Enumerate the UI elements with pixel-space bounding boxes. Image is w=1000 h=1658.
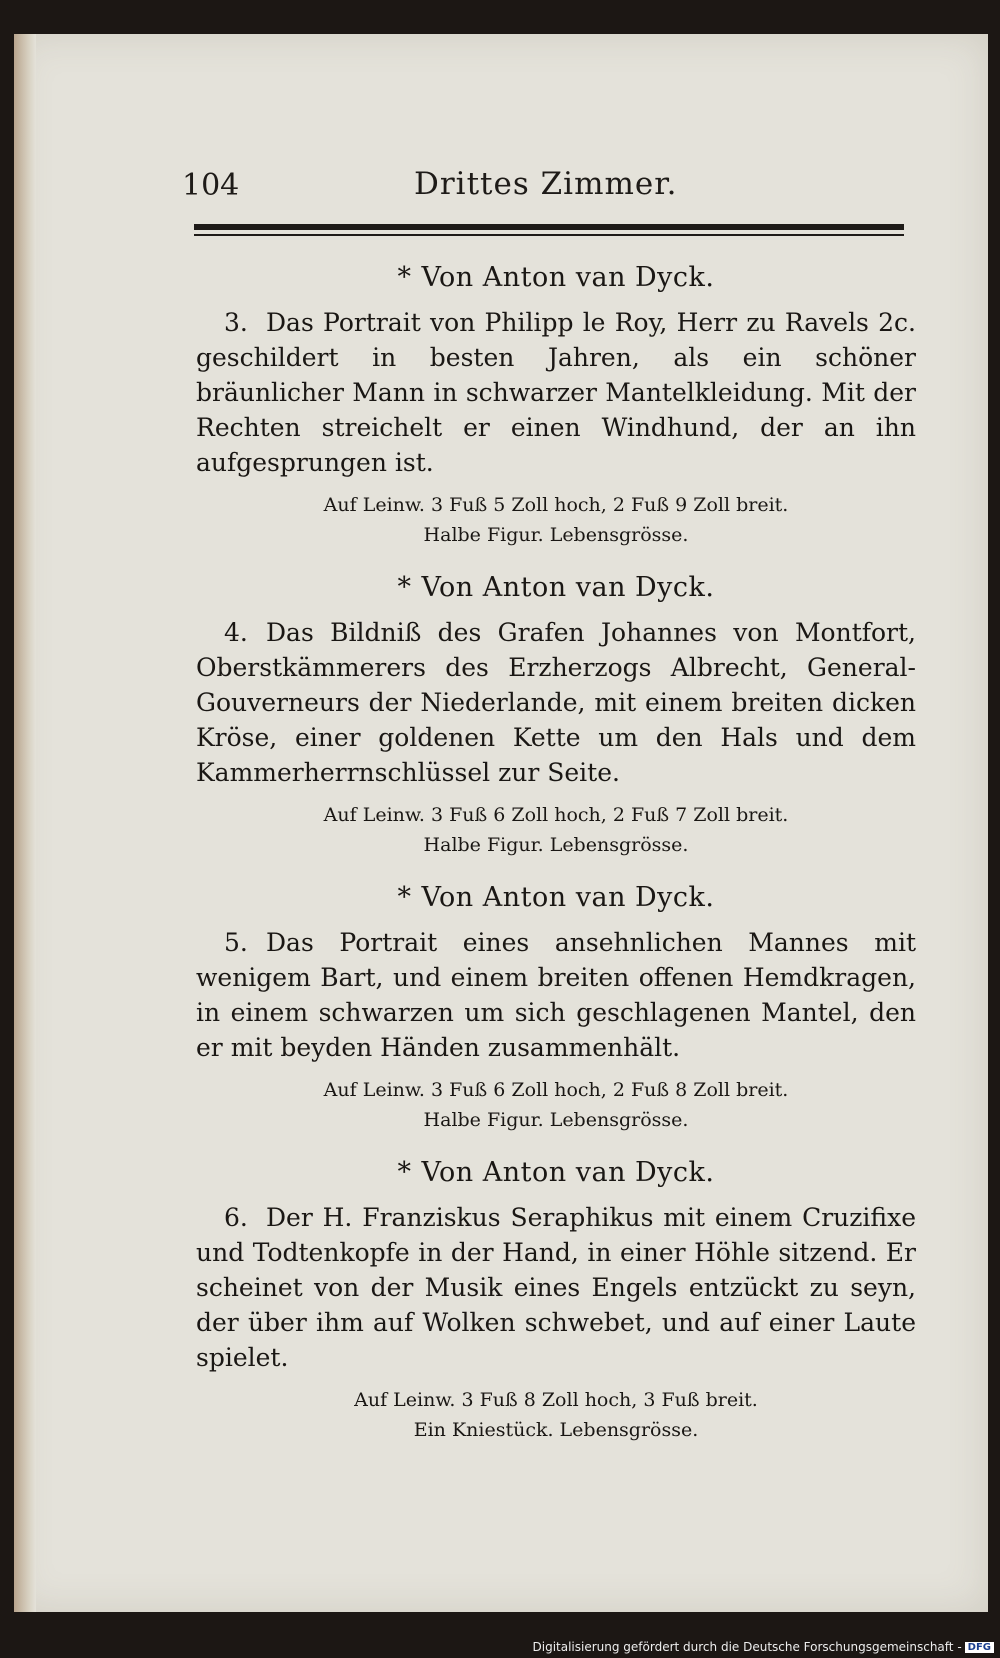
- book-page: [14, 34, 988, 1612]
- digitization-credit: [533, 1640, 995, 1654]
- credit-text: Digitalisierung gefördert durch die Deutsche Forschungsgemeinschaft -: [532, 1640, 962, 1654]
- entry-figure-type: Halbe Figur. Lebensgrösse.: [423, 1109, 689, 1131]
- entry-figure-type: Ein Kniestück. Lebensgrösse.: [413, 1419, 699, 1441]
- entry-dimensions: Auf Leinw. 3 Fuß 8 Zoll hoch, 3 Fuß breit.: [354, 1389, 758, 1411]
- entry-attribution: * Von Anton van Dyck.: [397, 882, 715, 913]
- entry-dimensions: Auf Leinw. 3 Fuß 6 Zoll hoch, 2 Fuß 7 Zoll breit.: [323, 804, 789, 826]
- asterisk-icon: *: [397, 1157, 412, 1188]
- entry-text: Das Portrait eines ansehnlichen Mannes mit wenigem Bart, und einem breiten offenen Hemdkragen, in einem schwarzen um sich geschlagenen Mantel, den er mit beyden Händen zusammenhält.: [196, 928, 916, 1062]
- entry-attribution: * Von Anton van Dyck.: [397, 572, 715, 603]
- page-spine-edge: [14, 34, 36, 1612]
- entry-number: 4.: [224, 618, 248, 647]
- header-rule-thin: [194, 234, 904, 236]
- entry-text: Das Bildniß des Grafen Johannes von Montfort, Oberstkämmerers des Erzherzogs Albrecht, General-Gouverneurs der Niederlande, mit einem breiten dicken Kröse, einer goldenen Kette um den Hals und dem Kammerherrnschlüssel zur Seite.: [196, 618, 916, 787]
- entry-figure-type: Halbe Figur. Lebensgrösse.: [423, 524, 689, 546]
- asterisk-icon: *: [397, 262, 412, 293]
- entry-text: Der H. Franziskus Seraphikus mit einem Cruzifixe und Todtenkopfe in der Hand, in einer Höhle sitzend. Er scheinet von der Musik eines Engels entzückt zu seyn, der über ihm auf Wolken schwebet, und auf einer Laute spielet.: [196, 1203, 916, 1372]
- catalog-entry: [196, 262, 916, 550]
- running-head: Drittes Zimmer.: [414, 166, 678, 202]
- entry-description: [196, 615, 916, 790]
- catalog-entry: [196, 882, 916, 1135]
- asterisk-icon: *: [397, 572, 412, 603]
- asterisk-icon: *: [397, 882, 412, 913]
- entry-text: Das Portrait von Philipp le Roy, Herr zu Ravels 2c. geschildert in besten Jahren, als ein schöner bräunlicher Mann in schwarzer Mantelkleidung. Mit der Rechten streichelt er einen Windhund, der an ihn aufgesprungen ist.: [196, 308, 916, 477]
- entry-description: [196, 305, 916, 480]
- entry-number: 5.: [224, 928, 248, 957]
- page-body: [196, 262, 916, 1467]
- catalog-entry: [196, 1157, 916, 1445]
- entry-number: 3.: [224, 308, 248, 337]
- entry-dimensions: Auf Leinw. 3 Fuß 6 Zoll hoch, 2 Fuß 8 Zoll breit.: [323, 1079, 789, 1101]
- dfg-logo: DFG: [965, 1642, 994, 1653]
- entry-figure-type: Halbe Figur. Lebensgrösse.: [423, 834, 689, 856]
- entry-attribution: * Von Anton van Dyck.: [397, 262, 715, 293]
- header-rule-thick: [194, 224, 904, 230]
- catalog-entry: [196, 572, 916, 860]
- entry-attribution: * Von Anton van Dyck.: [397, 1157, 715, 1188]
- entry-description: [196, 1200, 916, 1375]
- entry-number: 6.: [224, 1203, 248, 1232]
- entry-dimensions: Auf Leinw. 3 Fuß 5 Zoll hoch, 2 Fuß 9 Zoll breit.: [323, 494, 789, 516]
- page-number: 104: [182, 168, 240, 203]
- entry-description: [196, 925, 916, 1065]
